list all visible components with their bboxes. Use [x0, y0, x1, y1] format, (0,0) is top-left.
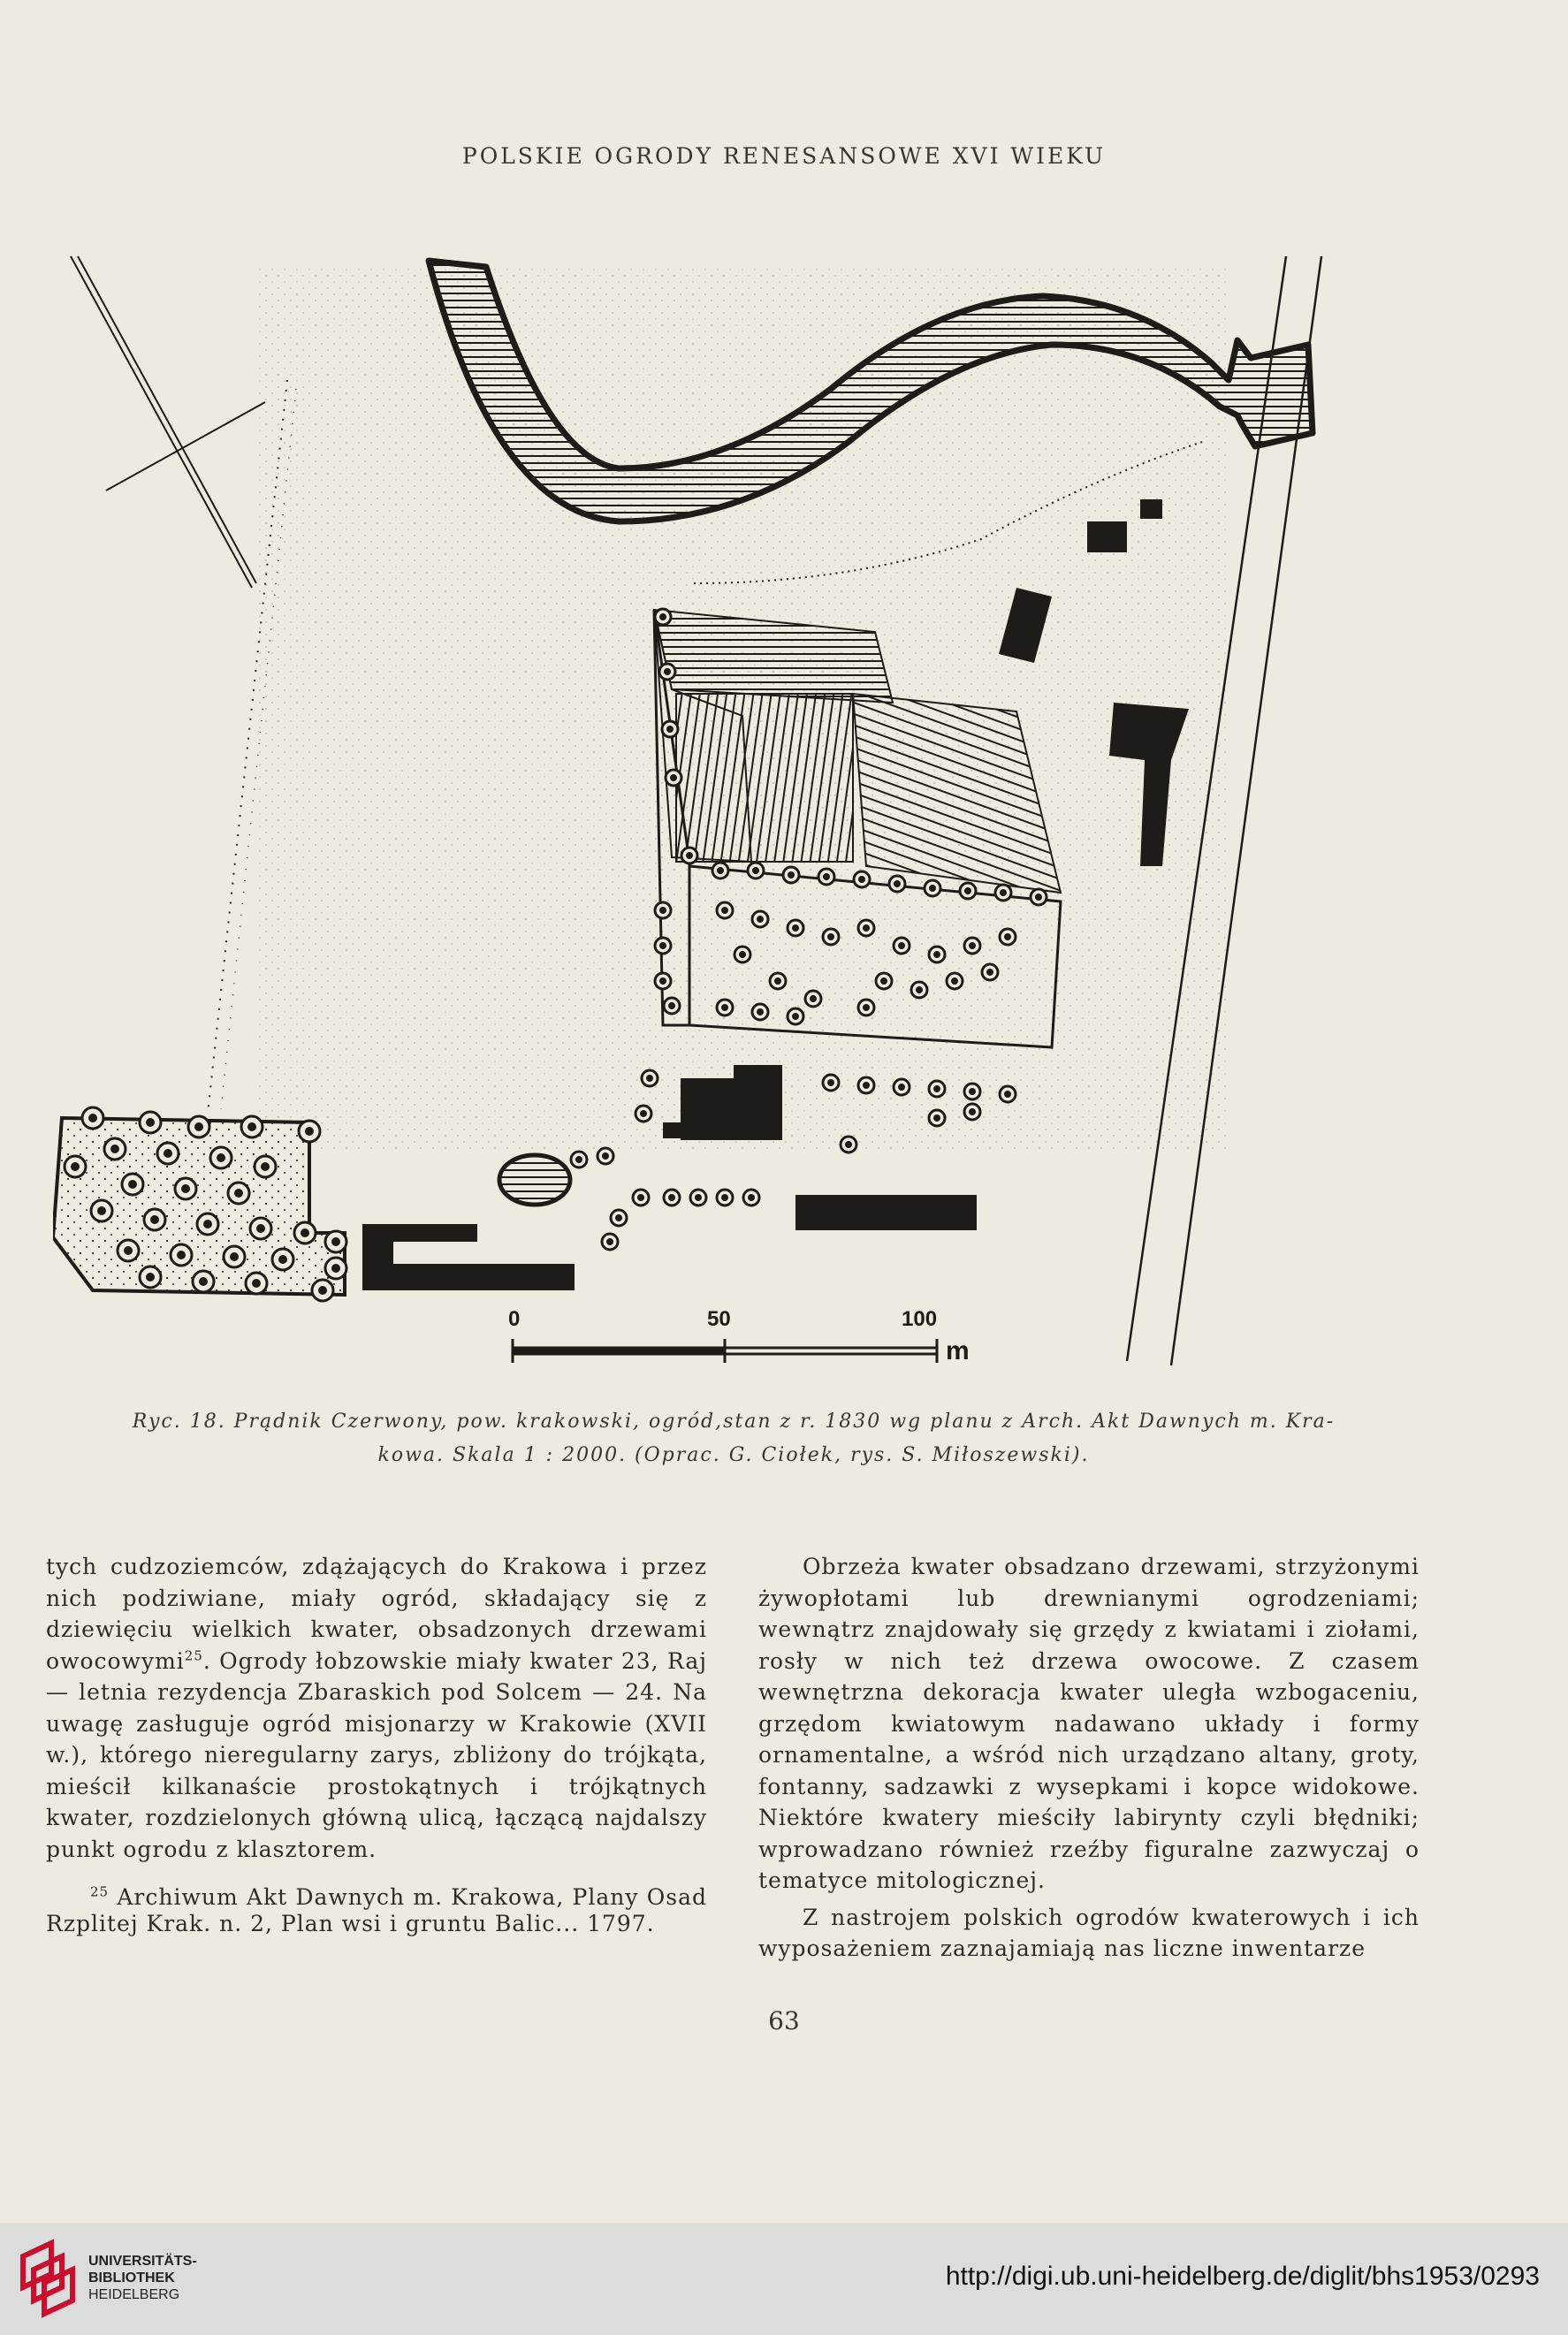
right-paragraph-1: Obrzeża kwater obsadzano drzewami, strzyżonymi żywopłotami lub drewnianymi ogrodzeniami; wewnątrz znajdowały się grzędy z kwiatami i ziołami, rosły w nich też drzewa owocowe. Z czasem wewnętrzna dekoracja kwater uległa wzbogaceniu, grzędom kwiatowym nadawano układy i formy ornamentalne, a wśród nich urządzano altany, groty, fontanny, sadzawki z wysepkami i kopce widokowe. Niektóre kwatery mieściły labirynty czyli błędniki; wprowadzano również rzeźby figuralne zazwyczaj o tematyce mitologicznej.	[758, 1554, 1420, 1893]
footnote	[46, 1884, 707, 1937]
left-column	[46, 1551, 707, 1865]
pond	[499, 1155, 570, 1205]
running-title: POLSKIE OGRODY RENESANSOWE XVI WIEKU	[461, 143, 1107, 169]
north-arrow-icon	[71, 256, 265, 588]
left-paragraph: tych cudzoziemców, zdążających do Krakowa i przez nich podziwiane, miały ogród, składający się z dziewięciu wielkich kwater, obsadzonych drzewami owocowymi$^{25}$. Ogrody łobzowskie miały kwater 23, Raj — letnia rezydencja Zbaraskich pod Solcem — 24. Na uwagę zasługuje ogród misjonarzy w Krakowie (XVII w.), którego nieregularny zarys, zbliżony do trójkąta, mieścił kilkanaście prostokątnych i trójkątnych kwater, rozdzielonych główną ulicą, łączącą najdalszy punkt ogrodu z klasztorem.	[46, 1554, 707, 1862]
right-column	[758, 1551, 1420, 1965]
scale-bar	[508, 1307, 970, 1365]
library-name: UNIVERSITÄTS- BIBLIOTHEK HEIDELBERG	[88, 2254, 197, 2302]
footnote-text: Archiwum Akt Dawnych m. Krakowa, Plany Osad Rzplitej Krak. n. 2, Plan wsi i gruntu Balic... 1797.	[46, 1884, 707, 1936]
viewer-footer	[0, 2223, 1568, 2335]
caption-line-1: Ryc. 18. Prądnik Czerwony, pow. krakowski, ogród,stan z r. 1830 wg planu z Arch. Akt Dawnych m. Kra-	[132, 1411, 1336, 1433]
footnote-number: 25	[90, 1883, 110, 1900]
heidelberg-library-logo-icon[interactable]	[16, 2239, 80, 2318]
right-paragraph-2: Z nastrojem polskich ogrodów kwaterowych i ich wyposażeniem zaznajamiają nas liczne inwentarze	[758, 1904, 1420, 1961]
scale-label-50: 50	[707, 1307, 731, 1331]
footnote-ref: 25	[184, 1647, 203, 1664]
scale-label-0: 0	[508, 1307, 521, 1331]
scale-label-unit: m	[946, 1336, 970, 1365]
page-number: 63	[768, 2006, 800, 2035]
caption-line-2: kowa. Skala 1 : 2000. (Oprac. G. Ciołek, rys. S. Miłoszewski).	[377, 1444, 1090, 1466]
permalink-url[interactable]: http://digi.ub.uni-heidelberg.de/diglit/bhs1953/0293	[945, 2262, 1540, 2291]
figure-caption	[53, 1405, 1414, 1472]
scale-label-100: 100	[902, 1307, 938, 1331]
garden-plan-figure	[53, 247, 1414, 1379]
